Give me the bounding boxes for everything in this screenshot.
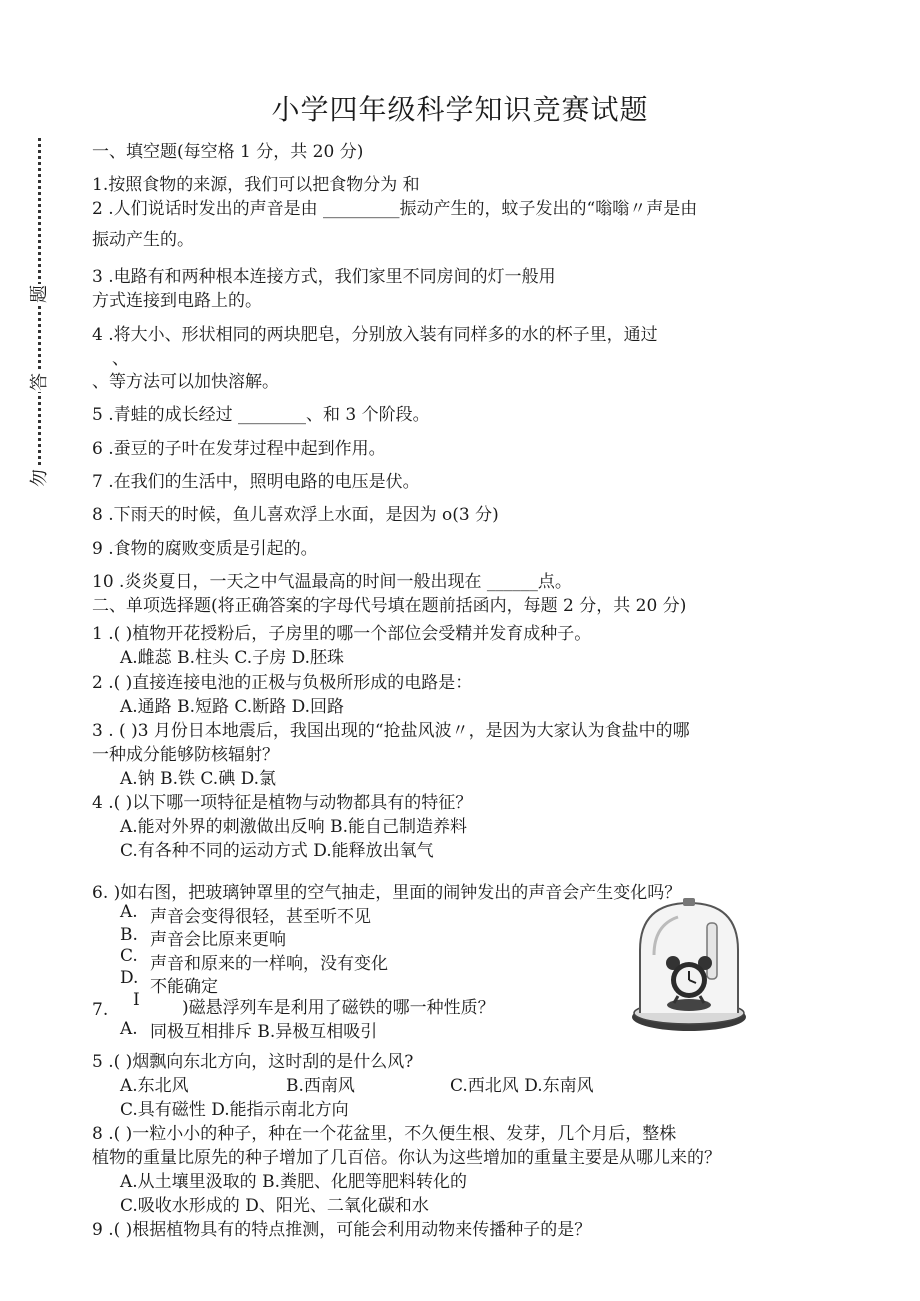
question-line: 7 .在我们的生活中，照明电路的电压是伏。 bbox=[92, 472, 420, 492]
option-text: 不能确定 bbox=[150, 977, 218, 997]
margin-label: 勿 bbox=[29, 469, 50, 487]
question-line: 植物的重量比原先的种子增加了几百倍。你认为这些增加的重量主要是从哪儿来的？ bbox=[92, 1148, 721, 1168]
section-heading-choice: 二、单项选择题(将正确答案的字母代号填在题前括函内，每题 2 分，共 20 分) bbox=[92, 596, 687, 616]
question-line: 3 . ( )3 月份日本地震后，我国出现的“抢盐风波〃，是因为大家认为食盐中的哪 bbox=[92, 721, 690, 741]
question-line: 8 .( )一粒小小的种子，种在一个花盆里，不久便生根、发芽，几个月后，整株 bbox=[92, 1124, 677, 1144]
question-line: 、等方法可以加快溶解。 bbox=[92, 372, 279, 392]
question-line: 、 bbox=[112, 349, 129, 369]
option-text: 声音会比原来更响 bbox=[150, 930, 286, 950]
margin-dotted-line bbox=[38, 138, 41, 483]
question-line: )磁悬浮列车是利用了磁铁的哪一种性质？ bbox=[182, 998, 495, 1018]
question-line: 9 .( )根据植物具有的特点推测，可能会利用动物来传播种子的是？ bbox=[92, 1220, 592, 1240]
section-heading-fill-blank: 一、填空题(每空格 1 分，共 20 分) bbox=[92, 142, 364, 162]
question-line: 4 .将大小、形状相同的两块肥皂，分别放入装有同样多的水的杯子里，通过 bbox=[92, 325, 658, 345]
question-line: 6 .蚕豆的子叶在发芽过程中起到作用。 bbox=[92, 439, 386, 459]
question-line: 2 .人们说话时发出的声音是由 _________振动产生的，蚊子发出的“嗡嗡〃声是由 bbox=[92, 199, 698, 219]
option-line: A.雌蕊 B.柱头 C.子房 D.胚珠 bbox=[120, 648, 345, 668]
option-text: 声音会变得很轻，甚至听不见 bbox=[150, 907, 371, 927]
option-letter: A. bbox=[120, 1019, 138, 1039]
margin-label: 答 bbox=[29, 373, 50, 391]
option-text: 同极互相排斥 B.异极互相吸引 bbox=[150, 1022, 378, 1042]
option-text: A.东北风 bbox=[120, 1076, 189, 1096]
option-letter: D. bbox=[120, 968, 139, 988]
option-text: B.西南风 bbox=[286, 1076, 355, 1096]
dome-reflection bbox=[707, 923, 717, 979]
question-line: 9 .食物的腐败变质是引起的。 bbox=[92, 539, 318, 559]
option-line: C.吸收水形成的 D、阳光、二氧化碳和水 bbox=[120, 1196, 429, 1216]
question-line: 10 .炎炎夏日，一天之中气温最高的时间一般出现在 ______点。 bbox=[92, 572, 572, 592]
dome-knob bbox=[683, 898, 695, 906]
question-line: 方式连接到电路上的。 bbox=[92, 291, 262, 311]
question-line: 5 .青蛙的成长经过 ________、和 3 个阶段。 bbox=[92, 405, 430, 425]
question-line: 6. )如右图，把玻璃钟罩里的空气抽走，里面的闹钟发出的声音会产生变化吗？ bbox=[92, 883, 682, 903]
option-letter: C. bbox=[120, 946, 138, 966]
question-line: 一种成分能够防核辐射？ bbox=[92, 745, 279, 765]
option-line: C.具有磁性 D.能指示南北方向 bbox=[120, 1100, 349, 1120]
question-line: 8 .下雨天的时候，鱼儿喜欢浮上水面，是因为 o(3 分) bbox=[92, 505, 499, 525]
question-line: 5 .( )烟飘向东北方向，这时刮的是什么风? bbox=[92, 1052, 414, 1072]
option-letter: B. bbox=[120, 925, 138, 945]
question-line: 1.按照食物的来源，我们可以把食物分为 和 bbox=[92, 175, 420, 195]
question-number: 7. bbox=[92, 1000, 109, 1020]
question-line: 3 .电路有和两种根本连接方式，我们家里不同房间的灯一般用 bbox=[92, 267, 556, 287]
question-line: 振动产生的。 bbox=[92, 230, 194, 250]
question-line: 4 .( )以下哪一项特征是植物与动物都具有的特征？ bbox=[92, 793, 473, 813]
bell-jar-figure bbox=[628, 895, 750, 1035]
question-line: 1 .( )植物开花授粉后，子房里的哪一个部位会受精并发育成种子。 bbox=[92, 624, 592, 644]
margin-label: 题 bbox=[29, 285, 50, 303]
option-line: C.有各种不同的运动方式 D.能释放出氧气 bbox=[120, 841, 434, 861]
option-line: A.从土壤里汲取的 B.粪肥、化肥等肥料转化的 bbox=[120, 1172, 467, 1192]
option-line: A.通路 B.短路 C.断路 D.回路 bbox=[120, 697, 345, 717]
option-text: 声音和原来的一样响，没有变化 bbox=[150, 954, 388, 974]
option-text: C.西北风 D.东南风 bbox=[450, 1076, 594, 1096]
question-line: 2 .( )直接连接电池的正极与负极所形成的电路是： bbox=[92, 673, 473, 693]
question-mark: I bbox=[133, 990, 140, 1010]
page-title: 小学四年级科学知识竞赛试题 bbox=[271, 93, 649, 126]
option-letter: A. bbox=[120, 902, 138, 922]
option-line: A.钠 B.铁 C.碘 D.氯 bbox=[120, 769, 277, 789]
option-line: A.能对外界的刺激做出反响 B.能自己制造养料 bbox=[120, 817, 467, 837]
